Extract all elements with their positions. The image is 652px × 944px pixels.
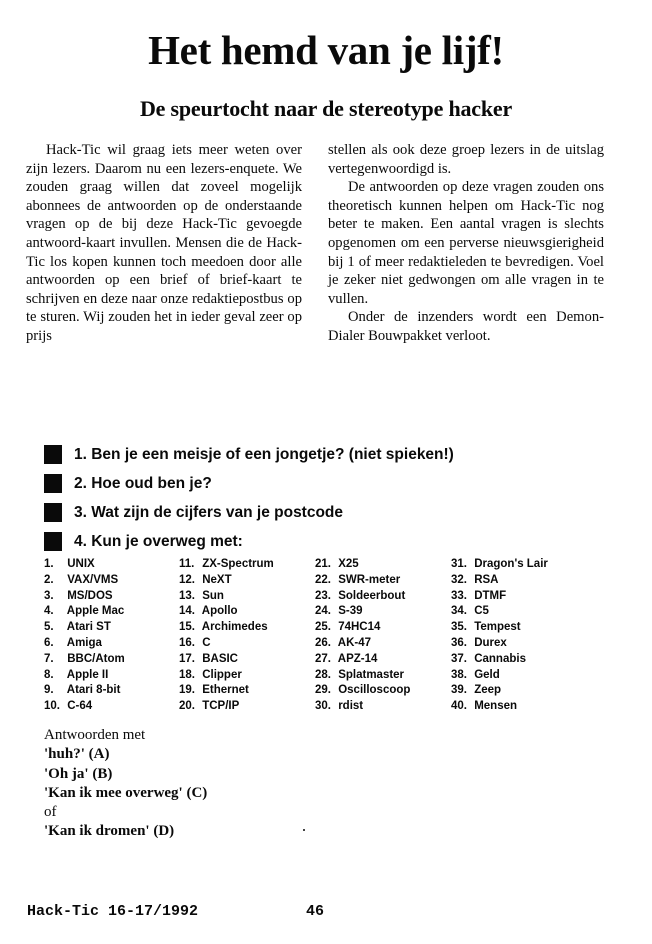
system-item [44, 668, 184, 684]
system-item [315, 589, 455, 605]
system-name: Cannabis [474, 652, 526, 665]
system-name: Geld [474, 668, 500, 681]
system-name: TCP/IP [202, 700, 240, 713]
system-item [451, 683, 591, 699]
system-number: 10. [44, 700, 60, 713]
system-item [179, 557, 319, 573]
system-name: Tempest [474, 621, 521, 634]
system-item [451, 604, 591, 620]
system-number: 6. [44, 636, 54, 649]
footer-page-number: 46 [306, 903, 325, 920]
system-item [44, 652, 184, 668]
system-item [179, 573, 319, 589]
system-number: 11. [179, 558, 195, 570]
question-text: 1. Ben je een meisje of een jongetje? (niet spieken!) [74, 445, 454, 463]
system-name: NeXT [202, 573, 232, 586]
question-item [44, 469, 454, 498]
system-name: Ethernet [202, 684, 249, 697]
system-number: 38. [451, 668, 467, 681]
system-item [179, 652, 319, 668]
system-number: 24. [315, 605, 331, 618]
system-number: 25. [315, 621, 331, 634]
system-item [179, 589, 319, 605]
system-item [451, 573, 591, 589]
intro-paragraph-1: Hack-Tic wil graag iets meer weten over zijn lezers. Daarom nu een lezers-enquete. We zouden graag willen dat zoveel mogelijk abonnees de antwoorden op de onderstaande vragen op de bij deze Hack-Tic gevoegde antwoord-kaart invullen. Mensen die de Hack-Tic los kopen kunnen toch meedoen door alle antwoorden op een brief of brief-kaart te schrijven en deze naar onze redaktiepostbus op te sturen. Wij zouden het in ieder geval zeer op prijs [26, 142, 302, 344]
system-number: 31. [451, 558, 467, 570]
system-name: APZ-14 [337, 652, 378, 665]
system-name: Amiga [66, 636, 102, 649]
system-item [179, 604, 319, 620]
answer-option-b: 'Oh ja' (B) [44, 765, 113, 782]
answer-option-c: 'Kan ik mee overweg' (C) [44, 784, 208, 801]
intro-paragraph-4: Onder de inzenders wordt een Demon-Dialer Bouwpakket verloot. [328, 309, 604, 344]
system-item [44, 699, 184, 715]
system-item [44, 683, 184, 699]
system-item [179, 668, 319, 684]
system-number: 9. [44, 684, 54, 697]
system-name: rdist [338, 700, 364, 713]
square-bullet-icon [44, 503, 62, 522]
system-number: 12. [179, 573, 195, 586]
system-name: DTMF [474, 589, 507, 602]
system-name: Apple Mac [66, 605, 125, 618]
system-number: 5. [44, 621, 54, 634]
system-name: Oscilloscoop [338, 684, 411, 697]
system-number: 34. [451, 605, 467, 618]
system-item [451, 636, 591, 652]
system-number: 29. [315, 684, 331, 697]
system-number: 20. [179, 700, 195, 713]
system-item [315, 604, 455, 620]
system-name: BBC/Atom [67, 652, 125, 665]
system-item [44, 557, 184, 573]
question-text: 2. Hoe oud ben je? [74, 474, 212, 492]
system-name: SWR-meter [338, 573, 401, 586]
system-number: 21. [315, 558, 331, 570]
system-name: Zeep [474, 684, 502, 697]
system-number: 32. [451, 573, 467, 586]
system-number: 1. [44, 558, 54, 570]
system-item [315, 573, 455, 589]
systems-column [451, 557, 591, 715]
system-name: ZX-Spectrum [202, 558, 274, 570]
stray-dot [303, 829, 305, 831]
system-name: Splatmaster [338, 668, 405, 681]
system-item [315, 683, 455, 699]
system-item [451, 589, 591, 605]
system-item [44, 620, 184, 636]
square-bullet-icon [44, 532, 62, 551]
system-item [315, 652, 455, 668]
system-name: Apollo [201, 605, 238, 618]
square-bullet-icon [44, 445, 62, 464]
question-text: 3. Wat zijn de cijfers van je postcode [74, 503, 344, 521]
systems-column [315, 557, 455, 715]
intro-paragraph-2: stellen als ook deze groep lezers in de uitslag vertegenwoordigd is. [328, 142, 604, 177]
answer-or: of [44, 804, 57, 821]
system-number: 39. [451, 684, 467, 697]
system-item [315, 668, 455, 684]
question-item [44, 440, 454, 469]
system-name: AK-47 [337, 636, 372, 649]
system-number: 13. [179, 589, 195, 602]
question-text: 4. Kun je overweg met: [74, 532, 243, 550]
system-item [179, 620, 319, 636]
system-item [44, 604, 184, 620]
question-item [44, 527, 454, 556]
system-name: BASIC [202, 652, 238, 665]
system-name: Dragon's Lair [474, 558, 548, 570]
systems-column [179, 557, 319, 715]
system-name: S-39 [338, 605, 363, 618]
system-name: UNIX [67, 558, 95, 570]
intro-paragraph-3: De antwoorden op deze vragen zouden ons theoretisch kunnen helpen om Hack-Tic nog beter te maken. Een aantal vragen is slechts opgenomen om een perverse nieuwsgierigheid bij 1 of meer redaktieleden te bevredigen. Voel je zeker niet gedwongen om alle vragen in te vullen. [328, 179, 604, 307]
system-item [451, 652, 591, 668]
answer-option-a: 'huh?' (A) [44, 746, 110, 763]
system-name: Clipper [202, 668, 242, 681]
system-item [315, 636, 455, 652]
system-item [451, 620, 591, 636]
square-bullet-icon [44, 474, 62, 493]
system-item [451, 668, 591, 684]
system-name: RSA [474, 573, 499, 586]
system-name: VAX/VMS [67, 573, 119, 586]
system-number: 37. [451, 652, 467, 665]
question-item [44, 498, 454, 527]
system-name: C-64 [67, 700, 93, 713]
system-number: 23. [315, 589, 331, 602]
system-number: 36. [451, 636, 467, 649]
system-number: 30. [315, 700, 331, 713]
system-item [44, 636, 184, 652]
system-number: 35. [451, 621, 467, 634]
system-number: 26. [315, 636, 331, 649]
system-name: Soldeerbout [338, 589, 406, 602]
system-number: 7. [44, 652, 54, 665]
system-name: 74HC14 [338, 621, 381, 634]
answer-option-d: 'Kan ik dromen' (D) [44, 823, 175, 840]
system-name: Apple II [66, 668, 109, 681]
system-number: 40. [451, 700, 467, 713]
system-number: 4. [44, 605, 54, 618]
article-title: Het hemd van je lijf! [148, 27, 504, 73]
system-name: Sun [202, 589, 224, 602]
system-item [315, 699, 455, 715]
system-number: 27. [315, 652, 331, 665]
system-item [179, 683, 319, 699]
system-name: Mensen [474, 700, 518, 713]
system-item [451, 557, 591, 573]
answer-legend [44, 726, 207, 842]
system-number: 8. [44, 668, 54, 681]
system-number: 22. [315, 573, 331, 586]
system-number: 3. [44, 589, 54, 602]
system-name: Archimedes [201, 621, 268, 634]
system-name: C [202, 636, 211, 649]
system-item [44, 573, 184, 589]
system-item [315, 620, 455, 636]
intro-column-left [26, 141, 302, 346]
system-number: 28. [315, 668, 331, 681]
system-number: 15. [179, 621, 195, 634]
system-item [44, 589, 184, 605]
system-item [451, 699, 591, 715]
system-number: 19. [179, 684, 195, 697]
footer-publication: Hack-Tic 16-17/1992 [27, 903, 199, 920]
system-name: Atari 8-bit [66, 684, 121, 697]
system-name: MS/DOS [67, 589, 113, 602]
system-name: X25 [338, 558, 359, 570]
answer-intro: Antwoorden met [44, 727, 146, 743]
system-item [179, 699, 319, 715]
system-number: 16. [179, 636, 195, 649]
system-name: C5 [474, 605, 489, 618]
system-number: 2. [44, 573, 54, 586]
system-number: 18. [179, 668, 195, 681]
system-number: 17. [179, 652, 195, 665]
intro-column-right [328, 141, 604, 346]
systems-column [44, 557, 184, 715]
system-number: 33. [451, 589, 467, 602]
system-item [315, 557, 455, 573]
system-number: 14. [179, 605, 195, 618]
system-item [179, 636, 319, 652]
question-list [44, 440, 454, 556]
system-name: Durex [474, 636, 507, 649]
system-name: Atari ST [66, 621, 111, 634]
article-subtitle: De speurtocht naar de stereotype hacker [139, 96, 513, 121]
